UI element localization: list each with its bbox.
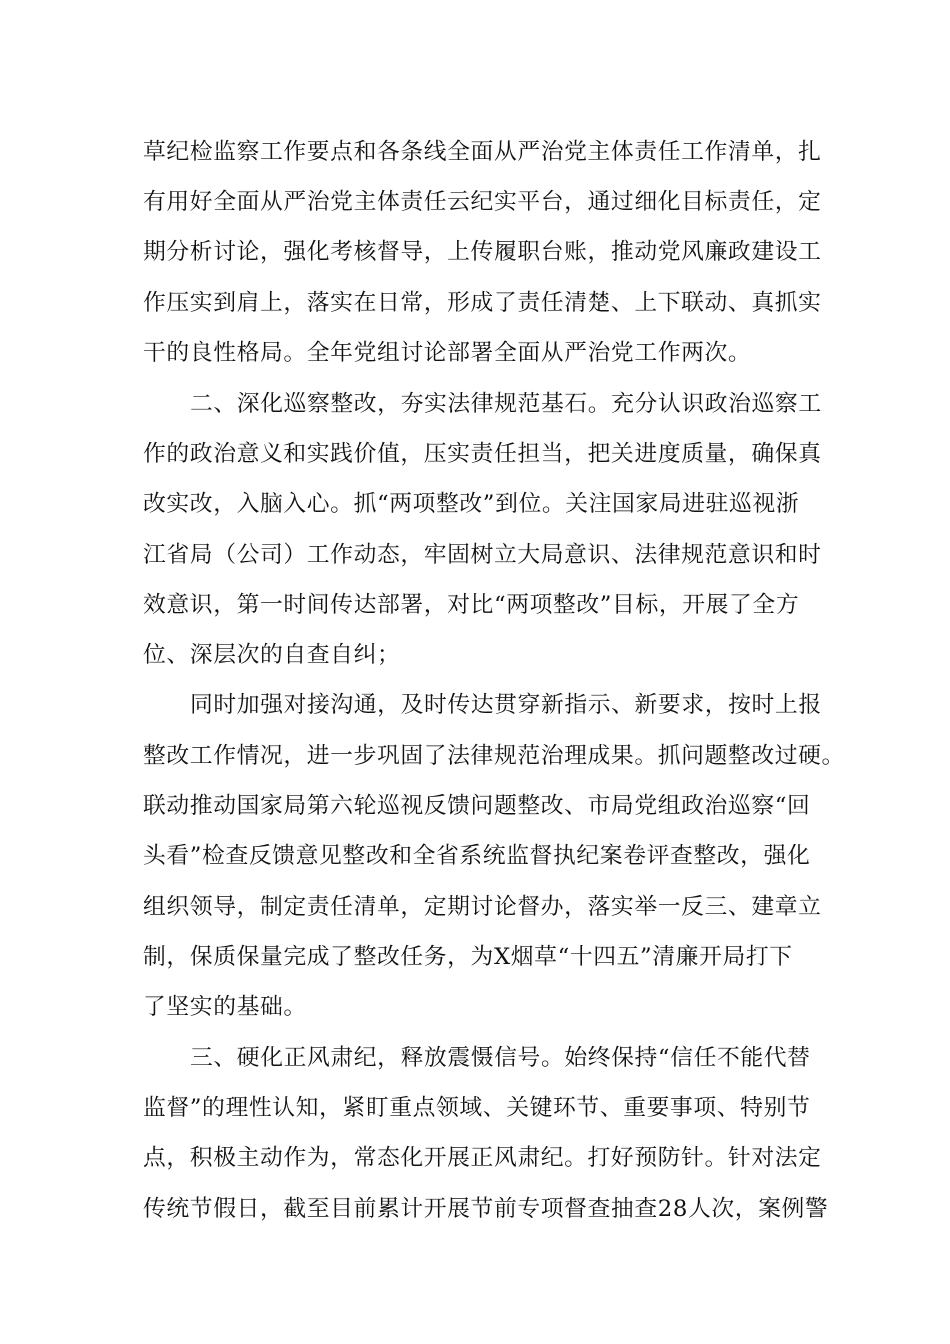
text-line: 效意识，第一时间传达部署，对比“两项整改”目标，开展了全方	[143, 592, 800, 618]
text-line: 监督”的理性认知，紧盯重点领域、关键环节、重要事项、特别节	[143, 1095, 811, 1121]
text-line: 了坚实的基础。	[143, 994, 307, 1020]
text-line: 改实改，入脑入心。抓“两项整改”到位。关注国家局进驻巡视浙	[143, 491, 800, 517]
text-line: 江省局（公司）工作动态，牢固树立大局意识、法律规范意识和时	[143, 542, 822, 568]
text-line: 组织领导，制定责任清单，定期讨论督办，落实举一反三、建章立	[143, 894, 822, 920]
text-line: 干的良性格局。全年党组讨论部署全面从严治党工作两次。	[143, 340, 752, 366]
paragraph-start-line: 同时加强对接沟通，及时传达贯穿新指示、新要求，按时上报	[190, 692, 822, 718]
text-line: 整改工作情况，进一步巩固了法律规范治理成果。抓问题整改过硬。	[143, 743, 845, 769]
text-line: 联动推动国家局第六轮巡视反馈问题整改、市局党组政治巡察“回	[143, 793, 811, 819]
section-heading-line: 三、硬化正风肃纪，释放震慑信号。始终保持“信任不能代替	[190, 1045, 811, 1071]
text-line: 作压实到肩上，落实在日常，形成了责任清楚、上下联动、真抓实	[143, 290, 822, 316]
text-line: 作的政治意义和实践价值，压实责任担当，把关进度质量，确保真	[143, 441, 822, 467]
text-line: 有用好全面从严治党主体责任云纪实平台，通过细化目标责任，定	[143, 189, 822, 215]
text-line: 头看”检查反馈意见整改和全省系统监督执纪案卷评查整改，强化	[143, 843, 811, 869]
section-heading-line: 二、深化巡察整改，夯实法律规范基石。充分认识政治巡察工	[190, 391, 822, 417]
text-line: 点，积极主动作为，常态化开展正风肃纪。打好预防针。针对法定	[143, 1145, 822, 1171]
text-line: 制，保质保量完成了整改任务，为X烟草“十四五”清廉开局打下	[143, 944, 793, 970]
text-line: 期分析讨论，强化考核督导，上传履职台账，推动党风廉政建设工	[143, 239, 822, 265]
text-line: 位、深层次的自查自纠；	[143, 642, 401, 668]
text-line: 草纪检监察工作要点和各条线全面从严治党主体责任工作清单，扎	[143, 139, 822, 165]
text-line: 传统节假日，截至目前累计开展节前专项督查抽查28人次，案例警	[143, 1196, 829, 1222]
